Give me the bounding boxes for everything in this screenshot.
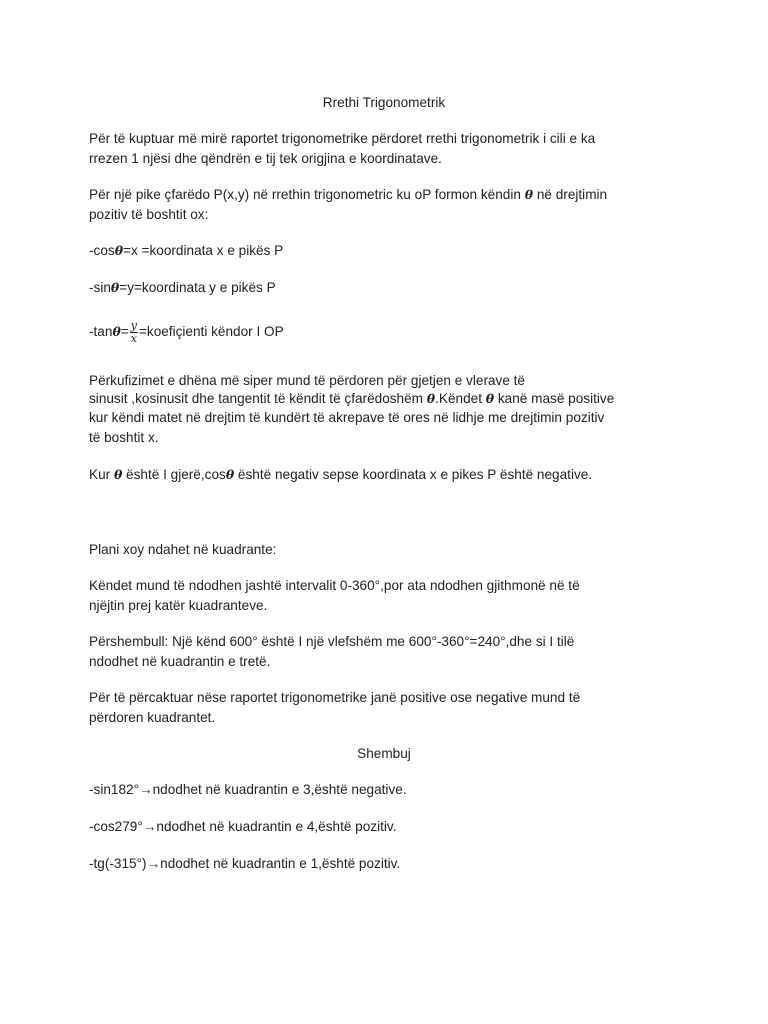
theta-symbol: θ [524, 187, 534, 202]
point-definition-line-2: pozitiv të boshtit ox: [89, 207, 209, 222]
angles-range-line-1: Këndet mund të ndodhen jashtë intervalit 0-360°,por ata ndodhen gjithmonë në të [89, 578, 580, 593]
theta-symbol: θ [426, 391, 436, 406]
tan-eq: = [120, 324, 129, 339]
para-l2b: .Këndet [435, 391, 486, 406]
cos-definition [89, 241, 283, 260]
example-result: ndodhet në kuadrantin e 4,është pozitiv. [156, 819, 397, 834]
document-title: Rrethi Trigonometrik [322, 95, 446, 110]
arrow-icon: → [146, 856, 161, 871]
example-expression: -sin182° [89, 782, 140, 797]
fraction-denominator: x [130, 331, 137, 345]
tan-definition [89, 319, 284, 345]
theta-symbol: θ [110, 280, 120, 295]
theta-symbol: θ [114, 243, 124, 258]
point-definition-line-1 [89, 185, 607, 204]
theta-symbol: θ [112, 324, 121, 339]
fraction-numerator: y [130, 318, 137, 332]
example-item [89, 854, 400, 873]
theta-symbol: θ [225, 467, 235, 482]
example-expression: -tg(-315°) [89, 856, 147, 871]
example-600-line-2: ndodhet në kuadrantin e tretë. [89, 654, 271, 669]
definitions-para-line-4: të boshtit x. [89, 430, 159, 445]
angles-range-line-2: njëjtin prej katër kuadranteve. [89, 598, 268, 613]
example-result: ndodhet në kuadrantin e 1,është pozitiv. [160, 856, 401, 871]
cos-post: =x =koordinata x e pikës P [123, 243, 284, 258]
examples-heading: Shembuj [357, 746, 411, 761]
point-text-a: Për një pike çfarëdo P(x,y) në rrethin trigonometric ku oP formon këndin [89, 187, 525, 202]
tan-pre: -tan [89, 324, 113, 339]
intro-line-1: Për të kuptuar më mirë raportet trigonometrike përdoret rrethi trigonometrik i cili e ka [89, 131, 596, 146]
cos-pre: -cos [89, 243, 115, 258]
kur-c: është negativ sepse koordinata x e pikes P është negative. [234, 467, 593, 482]
theta-symbol: θ [113, 467, 123, 482]
example-expression: -cos279° [89, 819, 143, 834]
kur-b: është I gjerë,cos [122, 467, 226, 482]
point-text-b: në drejtimin [533, 187, 608, 202]
arrow-icon: → [142, 819, 157, 834]
sign-determination-line-1: Për të përcaktuar nëse raportet trigonometrike janë positive ose negative mund të [89, 690, 581, 705]
fraction-y-over-x [130, 320, 138, 345]
example-item [89, 780, 407, 799]
sin-post: =y=koordinata y e pikës P [119, 280, 276, 295]
theta-symbol: θ [485, 391, 495, 406]
sign-determination-line-2: përdoren kuadrantet. [89, 710, 216, 725]
definitions-para-line-1: Përkufizimet e dhëna më siper mund të përdoren për gjetjen e vlerave të [89, 373, 525, 388]
definitions-para-line-2 [89, 389, 614, 408]
example-result: ndodhet në kuadrantin e 3,është negative. [152, 782, 407, 797]
tan-post: =koefiçienti këndor I OP [138, 324, 284, 339]
arrow-icon: → [139, 782, 153, 797]
sin-pre: -sin [89, 280, 111, 295]
example-600-line-1: Përshembull: Një kënd 600° është I një vlefshëm me 600°-360°=240°,dhe si I tilë [89, 634, 575, 649]
example-item [89, 817, 396, 836]
kur-a: Kur [89, 467, 114, 482]
definitions-para-line-3: kur këndi matet në drejtim të kundërt të akrepave të ores në lidhje me drejtimin pozitiv [89, 410, 605, 425]
para-l2c: kanë masë positive [494, 391, 615, 406]
intro-line-2: rrezen 1 njësi dhe qëndrën e tij tek origjina e koordinatave. [89, 151, 442, 166]
quadrants-intro: Plani xoy ndahet në kuadrante: [89, 542, 277, 557]
obtuse-angle-note [89, 465, 592, 484]
para-l2a: sinusit ,kosinusit dhe tangentit të këndit të çfarëdoshëm [89, 391, 427, 406]
sin-definition [89, 278, 276, 297]
